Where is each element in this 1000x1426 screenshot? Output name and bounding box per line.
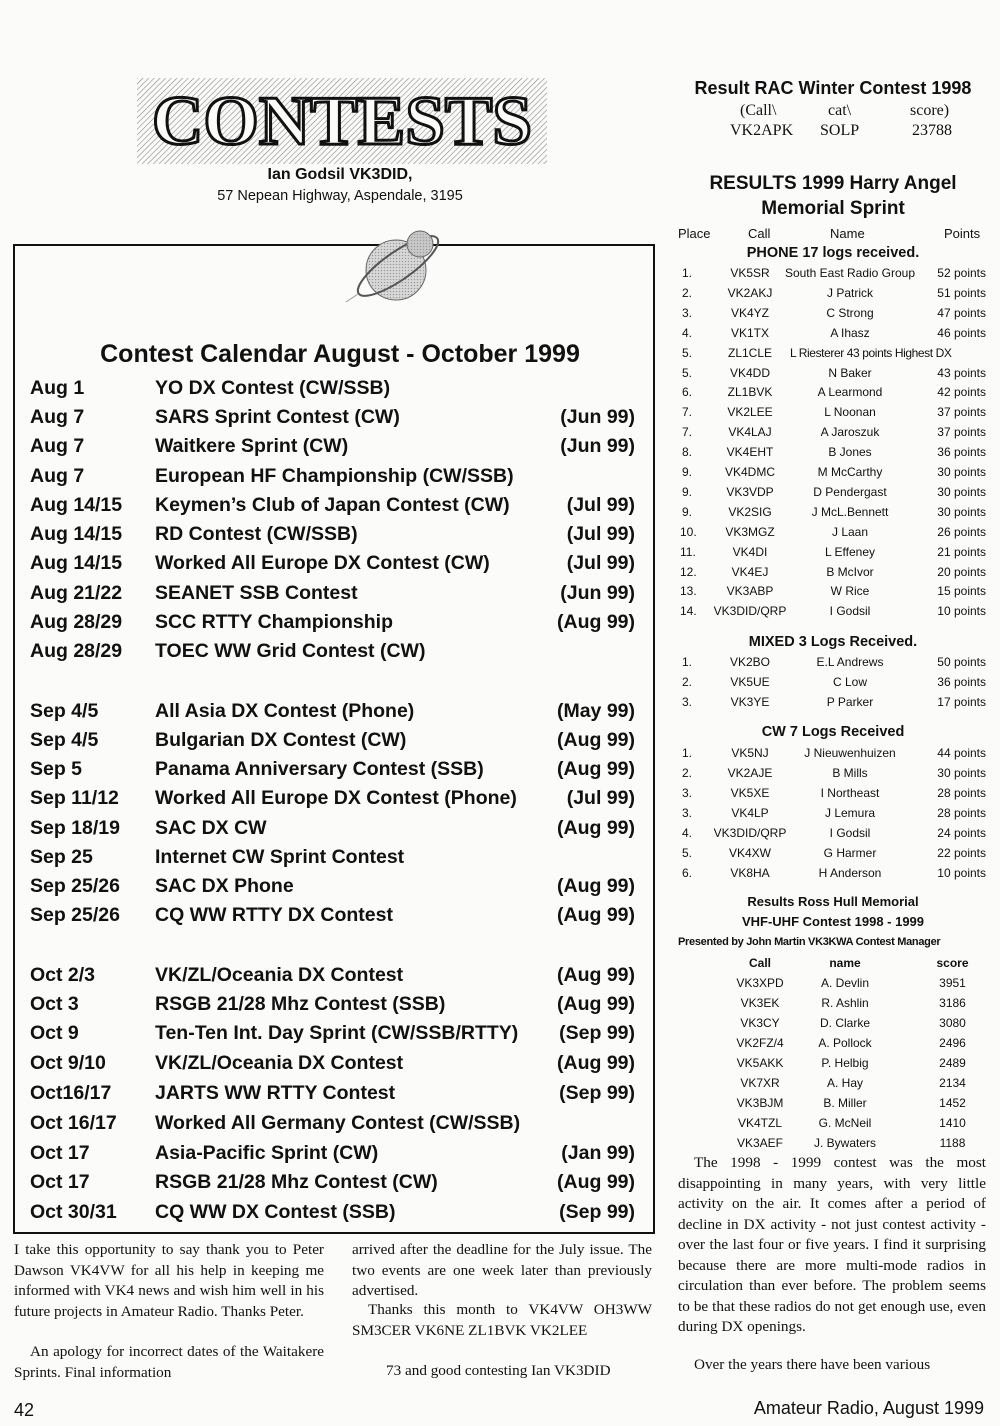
result-points: 20 points: [937, 564, 986, 579]
row-date: Aug 7: [30, 406, 85, 428]
calendar-row: [30, 846, 635, 875]
result-call: VK2AKJ: [727, 285, 773, 300]
ross-score: 2134: [939, 1076, 966, 1090]
row-contest: Worked All Germany Contest (CW/SSB): [155, 1112, 521, 1134]
masthead-text: CONTESTS: [152, 83, 532, 160]
ross-header-score: score: [936, 956, 969, 970]
calendar-row: [30, 406, 635, 435]
row-date: Sep 25/26: [30, 904, 120, 926]
row-deadline: (Jun 99): [560, 582, 635, 604]
calendar-row: [30, 904, 635, 933]
result-place: 3.: [681, 806, 692, 820]
result-name: M McCarthy: [817, 465, 883, 479]
row-contest: YO DX Contest (CW/SSB): [155, 377, 391, 399]
ross-score: 3951: [939, 976, 966, 990]
row-date: Aug 7: [30, 465, 85, 487]
row-date: Oct16/17: [30, 1082, 112, 1104]
result-call: VK2AJE: [727, 766, 773, 780]
result-place: 10.: [680, 524, 697, 539]
result-name: B Jones: [828, 445, 872, 460]
result-points: 28 points: [937, 786, 986, 800]
row-deadline: (Aug 99): [557, 758, 635, 780]
row-deadline: (Jul 99): [566, 552, 635, 574]
planet-illustration: [338, 218, 478, 318]
row-contest: Internet CW Sprint Contest: [155, 846, 405, 868]
row-date: Oct 3: [30, 993, 79, 1015]
result-points: 30 points: [937, 465, 986, 479]
result-points: 30 points: [937, 504, 986, 519]
result-name: A Jaroszuk: [820, 425, 880, 440]
row-deadline: (Sep 99): [559, 1201, 635, 1223]
row-contest: Worked All Europe DX Contest (Phone): [155, 787, 517, 809]
calendar-row: [30, 582, 635, 611]
result-name: P Parker: [826, 695, 874, 709]
result-place: 2.: [681, 285, 692, 300]
result-points: 22 points: [937, 846, 986, 860]
result-place: 13.: [680, 584, 697, 599]
row-date: Oct 9: [30, 1022, 79, 1044]
row-deadline: (Aug 99): [557, 904, 635, 926]
row-date: Oct 2/3: [30, 964, 96, 986]
result-call: VK3YE: [730, 695, 770, 709]
row-date: Sep 5: [30, 758, 83, 780]
calendar-row: [30, 787, 635, 816]
row-contest: SARS Sprint Contest (CW): [155, 406, 400, 428]
row-deadline: (Sep 99): [559, 1022, 635, 1044]
ross-call: VK5AKK: [736, 1056, 784, 1070]
result-call: ZL1BVK: [727, 385, 773, 400]
result-place: 7.: [681, 425, 692, 440]
calendar-row: [30, 758, 635, 787]
result-call: VK4DI: [732, 544, 768, 559]
calendar-row: [30, 1171, 635, 1200]
result-points: 37 points: [937, 405, 986, 420]
row-date: Oct 9/10: [30, 1052, 106, 1074]
author-name: Ian Godsil VK3DID,: [267, 166, 413, 183]
result-call: VK4DMC: [724, 465, 775, 479]
result-name: J Patrick: [826, 285, 873, 300]
ross-title-line1: Results Ross Hull Memorial: [747, 894, 919, 909]
harry-title-line1: RESULTS 1999 Harry Angel: [709, 173, 957, 194]
row-deadline: (Aug 99): [557, 875, 635, 897]
row-deadline: (Aug 99): [557, 1052, 635, 1074]
row-date: Oct 17: [30, 1142, 90, 1164]
result-place: 1.: [681, 746, 692, 760]
result-place: 3.: [681, 786, 692, 800]
row-contest: JARTS WW RTTY Contest: [155, 1082, 396, 1104]
calendar-row: [30, 817, 635, 846]
result-place: 9.: [681, 465, 692, 479]
rac-title: Result RAC Winter Contest 1998: [694, 78, 972, 98]
row-date: Aug 21/22: [30, 582, 123, 604]
result-points: 30 points: [937, 484, 986, 499]
result-name: C Strong: [826, 305, 874, 320]
ross-name: P. Helbig: [821, 1056, 869, 1070]
result-place: 14.: [680, 604, 697, 619]
row-contest: Panama Anniversary Contest (SSB): [155, 758, 484, 780]
result-call: VK2SIG: [728, 504, 772, 519]
result-points: 37 points: [937, 425, 986, 440]
result-name: L Noonan: [824, 405, 876, 420]
ross-name: B. Miller: [823, 1096, 867, 1110]
result-place: 7.: [681, 405, 692, 420]
ross-header-call: Call: [748, 956, 771, 970]
ross-score: 3186: [939, 996, 966, 1010]
deadline-paragraph: arrived after the deadline for the July issue. The two events are one week later than previously advertised.: [352, 1241, 652, 1299]
row-date: Sep 25: [30, 846, 93, 868]
page-number: 42: [14, 1400, 35, 1420]
result-call: VK4LAJ: [728, 425, 772, 440]
rac-call: VK2APK: [730, 122, 794, 139]
result-name: A Learmond: [817, 385, 883, 400]
result-call: VK3DID/QRP: [713, 826, 787, 840]
calendar-row: [30, 611, 635, 640]
row-contest: RSGB 21/28 Mhz Contest (CW): [155, 1171, 438, 1193]
row-contest: Waitkere Sprint (CW): [155, 435, 349, 457]
calendar-row: [30, 1112, 635, 1141]
result-name: H Anderson: [818, 866, 882, 880]
ross-name: D. Clarke: [819, 1016, 870, 1030]
rac-score: 23788: [912, 122, 952, 139]
ross-name: A. Hay: [826, 1076, 863, 1090]
row-date: Aug 28/29: [30, 640, 123, 662]
calendar-row: [30, 964, 635, 993]
result-points: 21 points: [937, 544, 986, 559]
thanks-paragraph: I take this opportunity to say thank you to Peter Dawson VK4VW for all his help in keeping me informed with VK4 news and wish him well in his future projects in Amateur Radio. Thanks Peter.: [14, 1241, 324, 1320]
result-points: 26 points: [937, 524, 986, 539]
result-place: 5.: [681, 846, 692, 860]
calendar-row: [30, 494, 635, 523]
header-place: Place: [678, 226, 711, 241]
row-deadline: (Jul 99): [566, 494, 635, 516]
calendar-row: [30, 523, 635, 552]
result-place: 3.: [681, 305, 692, 320]
result-place: 9.: [681, 504, 692, 519]
ross-commentary: The 1998 - 1999 contest was the most disappointing in many years, with very little activity on the air. It comes after a period of decline in DX activity - not just contest activity - over the last four or five years. I find it surprising because there are more multi-mode radios in circulation than ever before. The problem seems to be that these radios do not get enough use, even during DX openings.: [678, 1154, 986, 1335]
result-place: 2.: [681, 766, 692, 780]
result-points: 51 points: [937, 285, 986, 300]
row-date: Aug 7: [30, 435, 85, 457]
result-points: 28 points: [937, 806, 986, 820]
result-call: VK4EJ: [731, 564, 769, 579]
ross-score: 1410: [939, 1116, 966, 1130]
result-name: L Effeney: [824, 544, 876, 559]
result-place: 1.: [681, 655, 692, 669]
ross-presented-by: Presented by John Martin VK3KWA Contest Manager: [678, 936, 941, 948]
row-date: Aug 1: [30, 377, 85, 399]
result-points: 43 points: [937, 365, 986, 380]
calendar-row: [30, 552, 635, 581]
row-deadline: (May 99): [556, 700, 635, 722]
calendar-title: Contest Calendar August - October 1999: [100, 340, 580, 368]
row-date: Aug 14/15: [30, 552, 123, 574]
result-name: J Laan: [831, 524, 869, 539]
harry-title-line2: Memorial Sprint: [761, 198, 905, 219]
ross-name: A. Pollock: [818, 1036, 872, 1050]
row-contest: Ten-Ten Int. Day Sprint (CW/SSB/RTTY): [155, 1022, 519, 1044]
result-points: 47 points: [937, 305, 986, 320]
row-deadline: (Sep 99): [559, 1082, 635, 1104]
ross-call: VK4TZL: [737, 1116, 782, 1130]
result-name: I Godsil: [829, 604, 871, 619]
result-place: 5.: [681, 365, 692, 380]
row-deadline: (Aug 99): [557, 611, 635, 633]
row-contest: Worked All Europe DX Contest (CW): [155, 552, 490, 574]
row-deadline: (Aug 99): [557, 1171, 635, 1193]
mixed-section-heading: MIXED 3 Logs Received.: [748, 634, 918, 650]
result-points: 30 points: [937, 766, 986, 780]
result-call: VK4EHT: [726, 445, 774, 460]
row-contest: European HF Championship (CW/SSB): [155, 465, 514, 487]
result-name: South East Radio Group: [784, 266, 916, 280]
result-call: VK3VDP: [726, 484, 774, 499]
result-points: 36 points: [937, 675, 986, 689]
row-contest: SAC DX Phone: [155, 875, 294, 897]
signoff: 73 and good contesting Ian VK3DID: [386, 1362, 611, 1379]
result-call: VK2LEE: [727, 405, 773, 420]
result-name: C Low: [832, 675, 867, 689]
rac-header-cat: cat\: [828, 102, 852, 119]
calendar-row: [30, 993, 635, 1022]
result-name: B McIvor: [826, 564, 874, 579]
result-points: 10 points: [937, 604, 986, 619]
row-contest: Bulgarian DX Contest (CW): [155, 729, 407, 751]
row-contest: SEANET SSB Contest: [155, 582, 358, 604]
row-date: Oct 30/31: [30, 1201, 117, 1223]
result-place: 9.: [681, 484, 692, 499]
row-date: Oct 17: [30, 1171, 90, 1193]
ross-title-line2: VHF-UHF Contest 1998 - 1999: [741, 914, 925, 929]
result-name: J Lemura: [824, 806, 876, 820]
ross-score: 2489: [939, 1056, 966, 1070]
contests-masthead: [137, 78, 547, 164]
result-place: 11.: [680, 544, 696, 559]
row-deadline: (Aug 99): [557, 817, 635, 839]
header-name: Name: [830, 226, 865, 241]
ross-call: VK3CY: [740, 1016, 780, 1030]
result-call: ZL1CLE: [727, 345, 773, 360]
ross-call: VK2FZ/4: [736, 1036, 784, 1050]
result-name: G Harmer: [823, 846, 877, 860]
ross-call: VK3BJM: [736, 1096, 784, 1110]
result-name: J Nieuwenhuizen: [804, 746, 896, 760]
result-call: VK4LP: [731, 806, 769, 820]
ross-score: 1452: [939, 1096, 966, 1110]
calendar-row: [30, 1052, 635, 1081]
row-deadline: (Aug 99): [557, 964, 635, 986]
ross-score: 2496: [939, 1036, 966, 1050]
row-date: Sep 25/26: [30, 875, 120, 897]
ross-call: VK3XPD: [736, 976, 784, 990]
ross-call: VK3AEF: [736, 1136, 784, 1150]
row-contest: SAC DX CW: [155, 817, 267, 839]
row-deadline: (Aug 99): [557, 729, 635, 751]
author-address: 57 Nepean Highway, Aspendale, 3195: [217, 188, 463, 204]
row-contest: RSGB 21/28 Mhz Contest (SSB): [155, 993, 446, 1015]
row-contest: CQ WW DX Contest (SSB): [155, 1201, 396, 1223]
result-name: I Northeast: [820, 786, 880, 800]
result-points: 42 points: [937, 385, 986, 400]
rac-header-call: (Call\: [740, 102, 777, 119]
calendar-row: [30, 875, 635, 904]
result-place: 2.: [681, 675, 692, 689]
row-date: Oct 16/17: [30, 1112, 117, 1134]
apology-paragraph: An apology for incorrect dates of the Waitakere Sprints. Final information: [14, 1343, 324, 1381]
row-deadline: (Jun 99): [560, 406, 635, 428]
row-date: Sep 4/5: [30, 729, 99, 751]
result-name: I Godsil: [829, 826, 871, 840]
ross-header-name: name: [829, 956, 861, 970]
ross-call: VK3EK: [740, 996, 780, 1010]
calendar-row: [30, 1142, 635, 1171]
result-call: VK5NJ: [731, 746, 769, 760]
header-call: Call: [748, 226, 771, 241]
result-place: 6.: [681, 385, 692, 400]
ross-score: 1188: [939, 1136, 966, 1150]
result-points: 36 points: [937, 445, 986, 460]
ross-name: R. Ashlin: [821, 996, 869, 1010]
result-points: 15 points: [937, 584, 986, 599]
calendar-row: [30, 700, 635, 729]
calendar-row: [30, 729, 635, 758]
ross-name: A. Devlin: [820, 976, 870, 990]
result-call: VK8HA: [730, 866, 770, 880]
row-deadline: (Jan 99): [561, 1142, 635, 1164]
result-call: VK4DD: [729, 365, 770, 380]
calendar-row: [30, 1082, 635, 1111]
result-points: 10 points: [937, 866, 986, 880]
result-call: VK3ABP: [726, 584, 774, 599]
result-place: 5.: [681, 345, 692, 360]
result-call: VK4XW: [728, 846, 771, 860]
result-call: VK5UE: [730, 675, 770, 689]
result-name: E.L Andrews: [816, 655, 884, 669]
result-name: N Baker: [828, 365, 872, 380]
result-call: VK1TX: [730, 325, 769, 340]
result-name: W Rice: [830, 584, 870, 599]
row-date: Aug 28/29: [30, 611, 123, 633]
result-place: 8.: [681, 445, 692, 460]
result-place: 6.: [681, 866, 692, 880]
row-deadline: (Jul 99): [566, 523, 635, 545]
result-name: L Riesterer 43 points Highest DX: [790, 345, 952, 360]
row-date: Sep 18/19: [30, 817, 120, 839]
calendar-row: [30, 1201, 635, 1230]
calendar-row: [30, 435, 635, 464]
row-date: Aug 14/15: [30, 494, 123, 516]
row-deadline: (Jun 99): [560, 435, 635, 457]
result-call: VK4YZ: [730, 305, 769, 320]
row-date: Sep 4/5: [30, 700, 99, 722]
result-points: 46 points: [937, 325, 986, 340]
ross-score: 3080: [939, 1016, 966, 1030]
ross-call: VK7XR: [740, 1076, 780, 1090]
result-points: 50 points: [937, 655, 986, 669]
rac-category: SOLP: [820, 122, 860, 139]
result-points: 52 points: [937, 266, 986, 280]
row-contest: All Asia DX Contest (Phone): [155, 700, 415, 722]
calendar-row: [30, 465, 635, 494]
ross-name: G. McNeil: [818, 1116, 872, 1130]
result-place: 1.: [681, 266, 692, 280]
result-name: A Ihasz: [830, 325, 870, 340]
rac-header-score: score): [910, 102, 950, 119]
result-place: 12.: [680, 564, 697, 579]
row-contest: CQ WW RTTY DX Contest: [155, 904, 393, 926]
row-contest: TOEC WW Grid Contest (CW): [155, 640, 426, 662]
result-name: B Mills: [832, 766, 868, 780]
result-call: VK3DID/QRP: [713, 604, 787, 619]
result-place: 4.: [681, 826, 692, 840]
result-name: J McL.Bennett: [811, 504, 889, 519]
result-call: VK2BO: [729, 655, 771, 669]
magazine-issue: Amateur Radio, August 1999: [753, 1398, 984, 1418]
header-points: Points: [944, 226, 981, 241]
row-contest: VK/ZL/Oceania DX Contest: [155, 964, 404, 986]
result-call: VK5XE: [730, 786, 770, 800]
calendar-row: [30, 377, 635, 406]
row-deadline: (Jul 99): [566, 787, 635, 809]
row-date: Sep 11/12: [30, 787, 119, 809]
row-date: Aug 14/15: [30, 523, 123, 545]
row-contest: RD Contest (CW/SSB): [155, 523, 358, 545]
result-points: 44 points: [937, 746, 986, 760]
result-points: 24 points: [937, 826, 986, 840]
result-call: VK5SR: [730, 266, 770, 280]
ross-name: J. Bywaters: [813, 1136, 876, 1150]
result-place: 4.: [681, 325, 692, 340]
thanks-list-paragraph: Thanks this month to VK4VW OH3WW SM3CER VK6NE ZL1BVK VK2LEE: [352, 1301, 652, 1339]
row-deadline: (Aug 99): [557, 993, 635, 1015]
row-contest: Keymen’s Club of Japan Contest (CW): [155, 494, 510, 516]
phone-section-heading: PHONE 17 logs received.: [746, 245, 920, 261]
result-place: 3.: [681, 695, 692, 709]
result-points: 17 points: [937, 695, 986, 709]
row-contest: SCC RTTY Championship: [155, 611, 393, 633]
calendar-row: [30, 640, 635, 669]
calendar-row: [30, 1022, 635, 1051]
cw-section-heading: CW 7 Logs Received: [761, 724, 905, 740]
row-contest: Asia-Pacific Sprint (CW): [155, 1142, 379, 1164]
result-call: VK3MGZ: [725, 524, 775, 539]
ross-commentary-continued: Over the years there have been various: [694, 1356, 931, 1373]
row-contest: VK/ZL/Oceania DX Contest: [155, 1052, 404, 1074]
result-name: D Pendergast: [813, 484, 887, 499]
